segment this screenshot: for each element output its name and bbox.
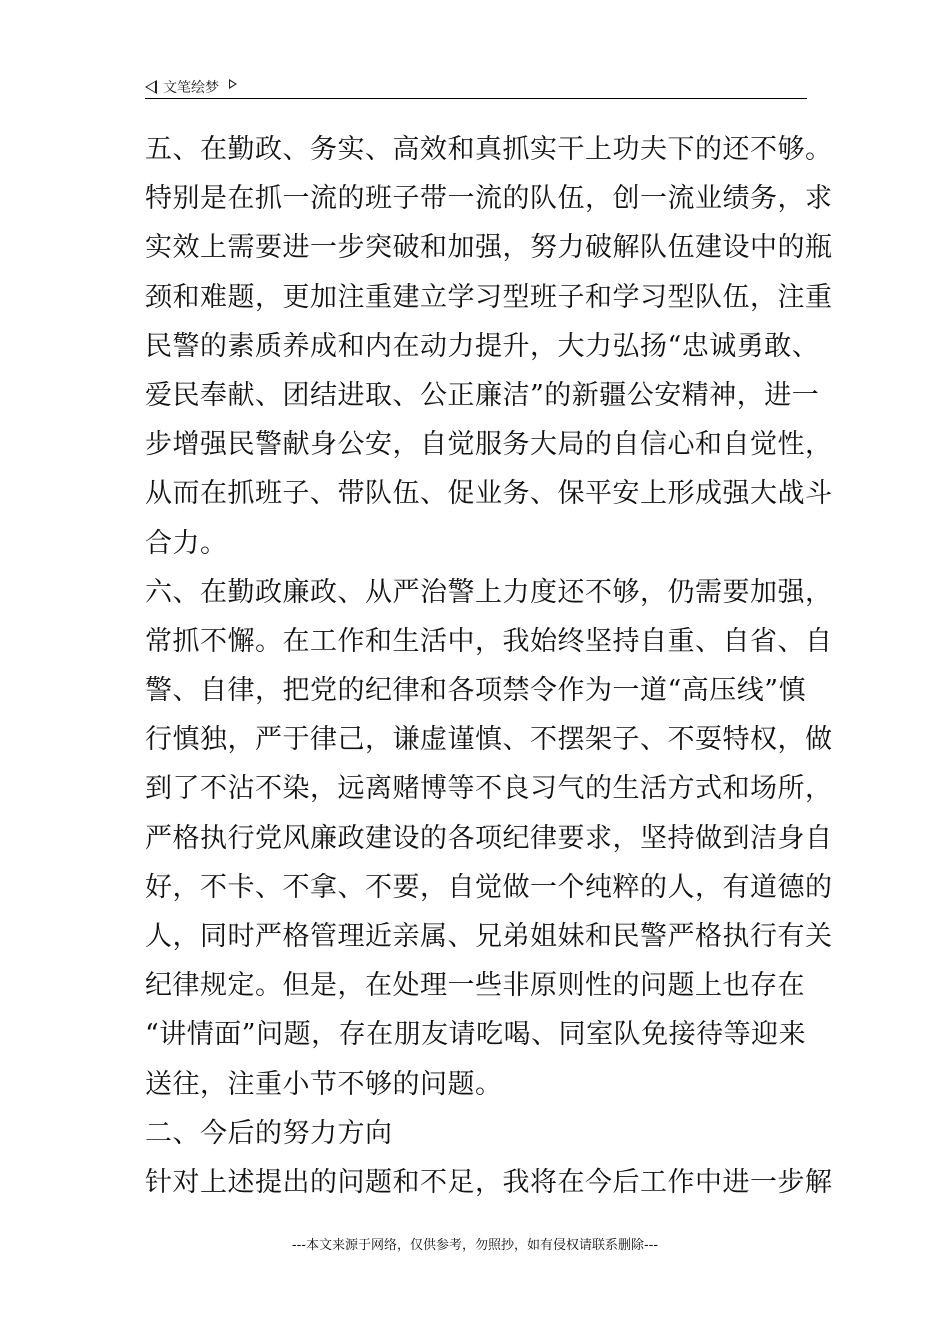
body-line: 纪律规定。但是，在处理一些非原则性的问题上也存在 (145, 970, 805, 1002)
document-body (145, 125, 833, 1207)
body-line: 颈和难题，更加注重建立学习型班子和学习型队伍，注重 (145, 281, 833, 313)
body-line: 五、在勤政、务实、高效和真抓实干上功夫下的还不够。 (145, 134, 833, 165)
footer-notice: ---本文来源于网络，仅供参考，勿照抄，如有侵权请联系删除--- (291, 1238, 659, 1253)
body-line: 六、在勤政廉政、从严治警上力度还不够，仍需要加强， (145, 576, 833, 608)
left-triangle-icon (145, 80, 157, 94)
body-line: 特别是在抓一流的班子带一流的队伍，创一流业绩务，求 (145, 183, 833, 215)
body-line: 步增强民警献身公安，自觉服务大局的自信心和自觉性， (145, 429, 833, 461)
page-header (145, 76, 807, 98)
right-triangle-icon (229, 79, 237, 89)
section-heading: 二、今后的努力方向 (145, 1117, 393, 1149)
body-line: 民警的素质养成和内在动力提升，大力弘扬“忠诚勇敢、 (145, 330, 820, 362)
body-line: 针对上述提出的问题和不足，我将在今后工作中进一步解 (145, 1166, 833, 1198)
body-line: “讲情面”问题，存在朋友请吃喝、同室队免接待等迎来 (145, 1019, 807, 1051)
body-line: 严格执行党风廉政建设的各项纪律要求，坚持做到洁身自 (145, 822, 833, 854)
body-line: 送往，注重小节不够的问题。 (145, 1068, 503, 1100)
body-line: 行慎独，严于律己，谦虚谨慎、不摆架子、不耍特权，做 (145, 724, 833, 756)
body-line: 实效上需要进一步突破和加强，努力破解队伍建设中的瓶 (145, 232, 833, 264)
body-line: 警、自律，把党的纪律和各项禁令作为一道“高压线”慎 (145, 675, 807, 707)
body-line: 好，不卡、不拿、不要，自觉做一个纯粹的人，有道德的 (145, 871, 833, 903)
body-line: 人，同时严格管理近亲属、兄弟姐妹和民警严格执行有关 (145, 921, 833, 952)
body-line: 爱民奉献、团结进取、公正廉洁”的新疆公安精神，进一 (145, 379, 820, 411)
body-line: 从而在抓班子、带队伍、促业务、保平安上形成强大战斗 (145, 478, 833, 510)
header-brand: 文笔绘梦 (163, 80, 219, 96)
body-line: 到了不沾不染，远离赌博等不良习气的生活方式和场所， (145, 773, 833, 805)
header-divider (145, 98, 807, 99)
body-line: 常抓不懈。在工作和生活中，我始终坚持自重、自省、自 (145, 625, 833, 657)
body-line: 合力。 (145, 527, 228, 559)
